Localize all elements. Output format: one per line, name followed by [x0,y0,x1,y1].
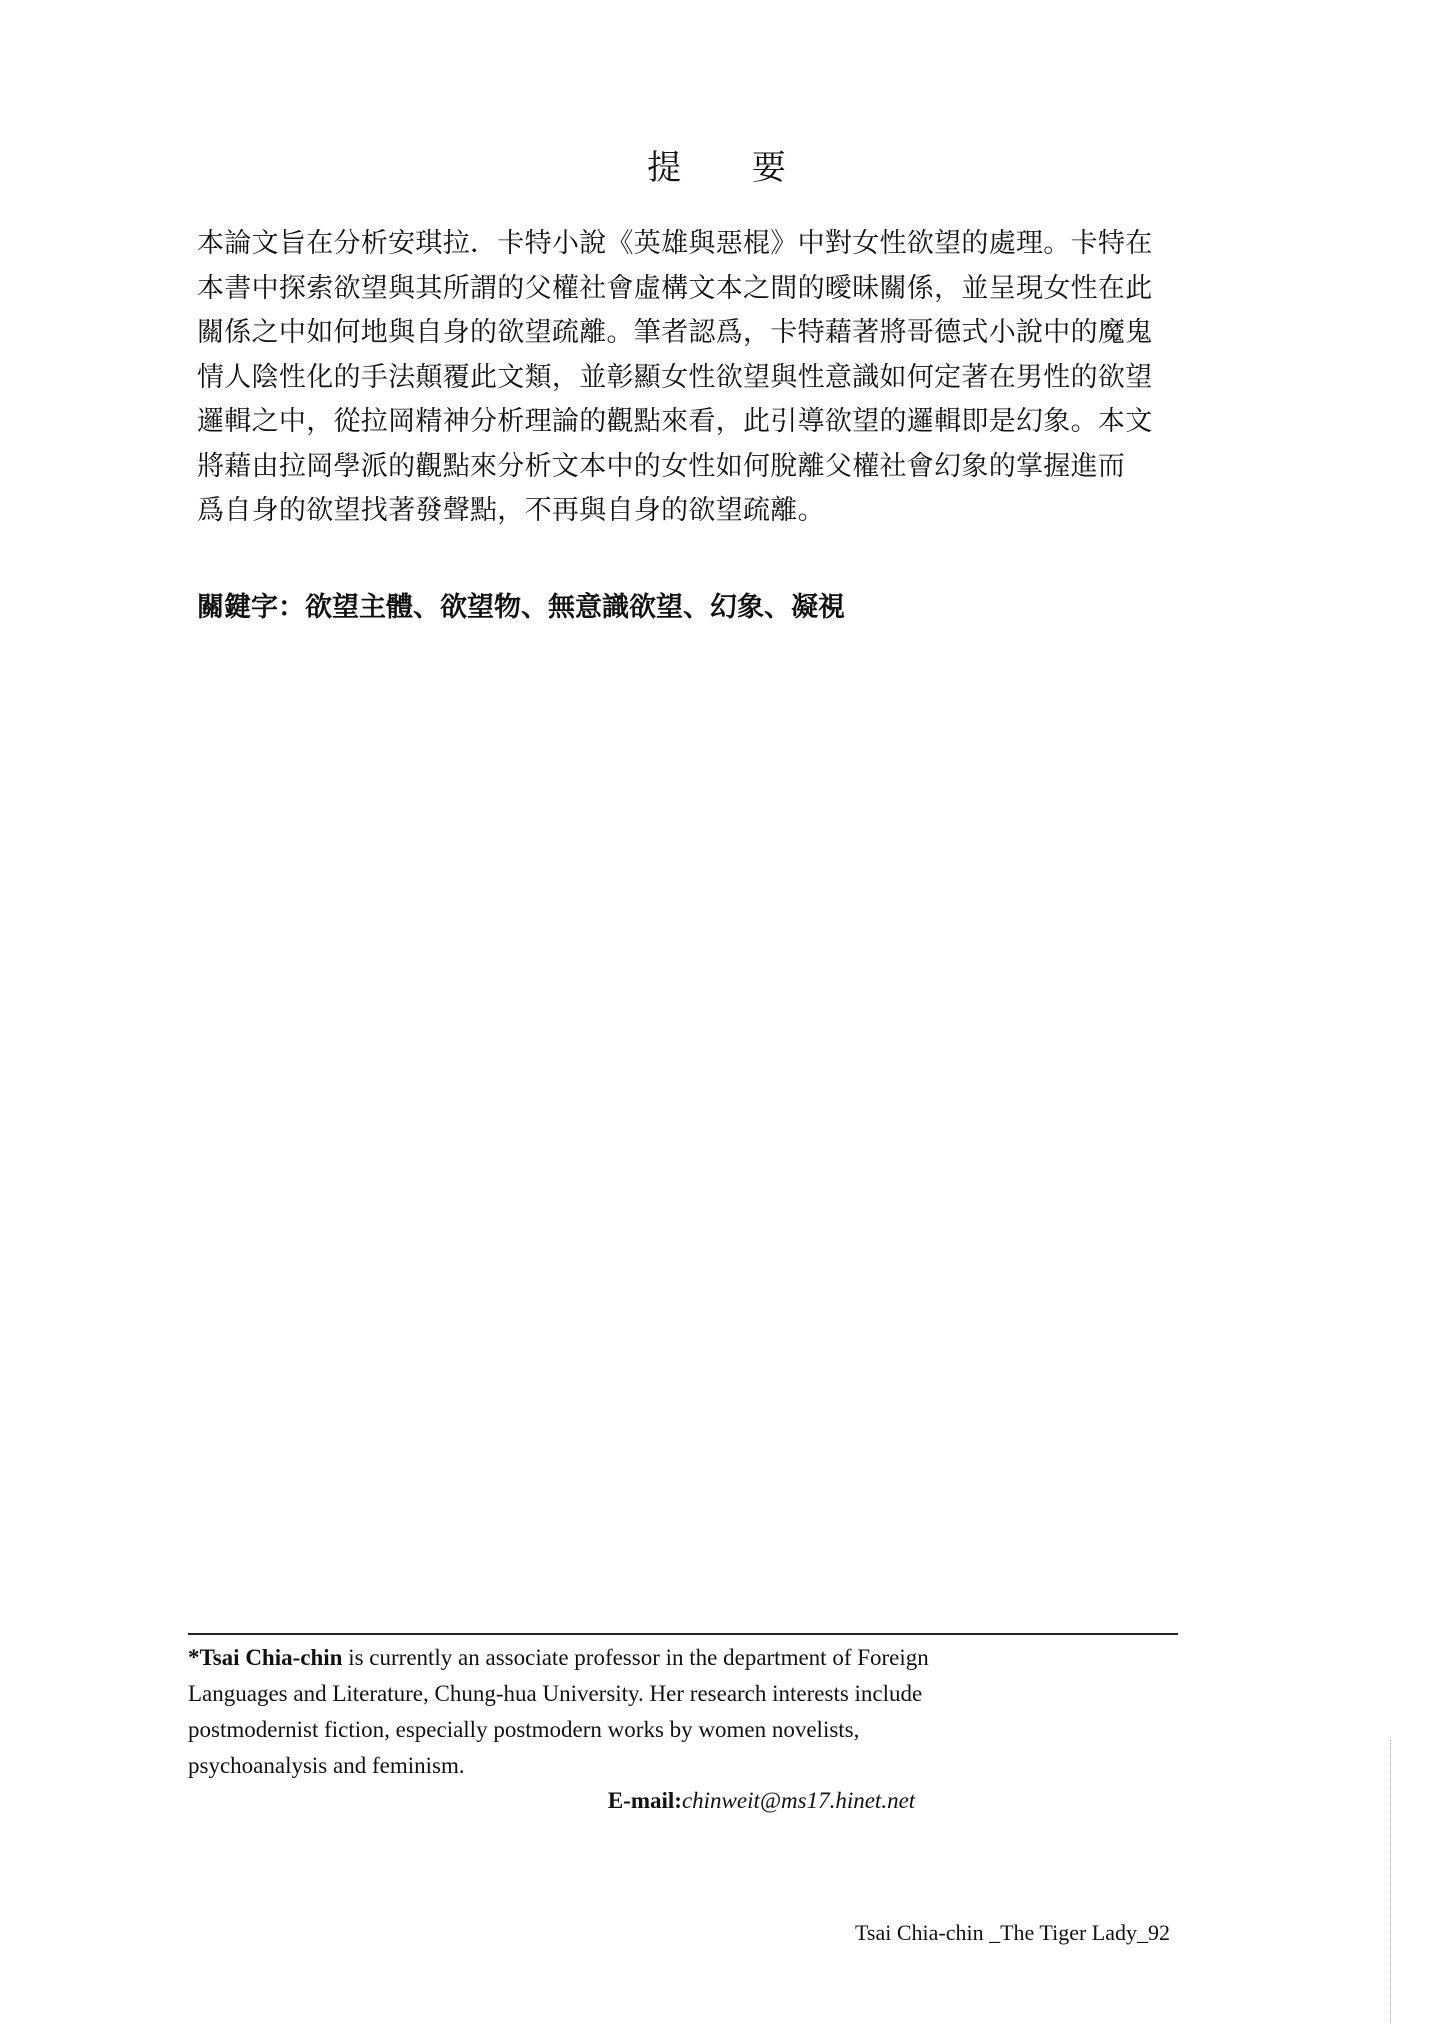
footnote-separator [188,1633,1178,1635]
author-footnote [188,1640,1178,1784]
abstract-title: 提 要 [647,148,816,188]
keywords: 關鍵字：欲望主體、欲望物、無意識欲望、幻象、凝視 [197,592,845,623]
abstract-body [197,222,1197,534]
author-name: *Tsai Chia-chin [188,1645,343,1670]
abstract-line: 情人陰性化的手法顛覆此文類，並彰顯女性欲望與性意識如何定著在男性的欲望 [197,361,1153,393]
footnote-text: is currently an associate professor in the department of Foreign [342,1645,929,1670]
author-email [0,1788,1433,1814]
abstract-line: 本論文旨在分析安琪拉．卡特小說《英雄與惡棍》中對女性欲望的處理。卡特在 [197,228,1153,259]
running-footer: Tsai Chia-chin _The Tiger Lady_92 [855,1920,1170,1945]
abstract-line: 將藉由拉岡學派的觀點來分析文本中的女性如何脫離父權社會幻象的掌握進而 [197,450,1126,482]
abstract-line: 關係之中如何地與自身的欲望疏離。筆者認爲，卡特藉著將哥德式小說中的魔鬼 [197,317,1153,348]
footnote-line-1 [188,1640,1178,1676]
email-label: E-mail: [607,1788,682,1813]
abstract-line: 爲自身的欲望找著發聲點，不再與自身的欲望疏離。 [197,495,825,526]
footnote-line-2: Languages and Literature, Chung-hua University. Her research interests include [188,1681,923,1706]
email-address: chinweit@ms17.hinet.net [681,1788,916,1813]
scan-edge-artifact [1390,1740,1391,2024]
abstract-line: 本書中探索欲望與其所謂的父權社會虛構文本之間的曖昧關係，並呈現女性在此 [197,272,1153,304]
footnote-line-4: psychoanalysis and feminism. [188,1753,465,1778]
abstract-line: 邏輯之中，從拉岡精神分析理論的觀點來看，此引導欲望的邏輯即是幻象。本文 [197,406,1153,437]
footnote-line-3: postmodernist fiction, especially postmodern works by women novelists, [188,1717,860,1742]
